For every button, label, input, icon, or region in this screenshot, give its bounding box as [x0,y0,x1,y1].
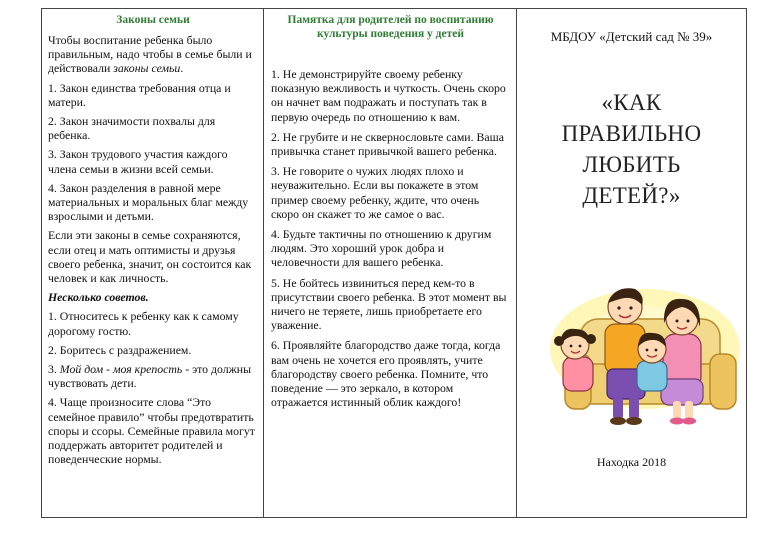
memo-item: 2. Не грубите и не сквернословьте сами. Ваша привычка станет привычкой вашего ребенка. [271,129,504,159]
laws-summary: Если эти законы в семье сохраняются, если отец и мать оптимисты и друзья своего ребенка, значит, он состоится как человек и как личность. [48,228,252,286]
title-line: «КАК [601,90,662,115]
law-item: 3. Закон трудового участия каждого члена семьи в жизни всей семьи. [48,147,228,176]
city-year-footer: Находка 2018 [596,455,667,469]
law-item: 1. Закон единства требования отца и матери. [48,80,231,109]
brochure-sheet [41,8,747,518]
family-on-sofa-illustration [535,279,740,429]
advice-item: 1. Относитесь к ребенку как к самому дорогому гостю. [48,309,239,338]
title-line: ЛЮБИТЬ [582,152,681,177]
memo-item: 5. Не бойтесь извиниться перед кем-то в присутствии своего ребенка. В этот момент вы ничего не теряете, лишь приобретаете его уважение. [271,275,507,333]
family-laws-heading: Законы семьи [116,14,190,26]
memo-item: 4. Будьте тактичны по отношению к другим людям. Это хороший урок добра и человечности для вашего ребенка. [271,227,492,270]
parents-memo-heading: Памятка для родителей по воспитанию культуры поведения у детей [287,14,494,40]
brochure-title [517,87,746,211]
title-line: ПРАВИЛЬНО [561,121,702,146]
organization-name: МБДОУ «Детский сад № 39» [550,29,713,44]
title-line: ДЕТЕЙ?» [582,183,681,208]
memo-item: 6. Проявляйте благородство даже тогда, когда вам очень не хочется его проявлять, учите благородству своего ребенка. Помните, что поведение — это зеркало, в котором отражается истинный облик каждого! [271,338,501,410]
memo-item: 1. Не демонстрируйте своему ребенку показную вежливость и чуткость. Очень скоро он начнет вам подражать и поступать так в первую очередь по отношению к вам. [271,67,506,124]
law-item: 4. Закон разделения в равной мере материальных и моральных благ между взрослыми и детьми. [48,180,249,224]
advice-item: 3. Мой дом - моя крепость - это должны чувствовать дети. [48,362,252,391]
law-item: 2. Закон значимости похвалы для ребенка. [48,114,216,143]
family-laws-intro: Чтобы воспитание ребенка было правильным, надо чтобы в семье были и действовали законы семьи. [48,33,252,76]
family-laws-column [42,9,264,517]
memo-item: 3. Не говорите о чужих людях плохо и неуважительно. Если вы покажете в этом пример своему ребенку, ждите, что очень скоро он скажет то же самое о вас. [271,164,480,221]
cover-column [517,9,746,517]
parents-memo-column [264,9,517,517]
advice-item: 4. Чаще произносите слова “Это семейное правило” чтобы предотвратить споры и ссоры. Семейные правила могут поддержать авторитет родителей и поведенческие нормы. [48,395,255,467]
advice-item: 2. Боритесь с раздражением. [48,342,192,357]
advice-heading: Несколько советов. [48,290,149,305]
